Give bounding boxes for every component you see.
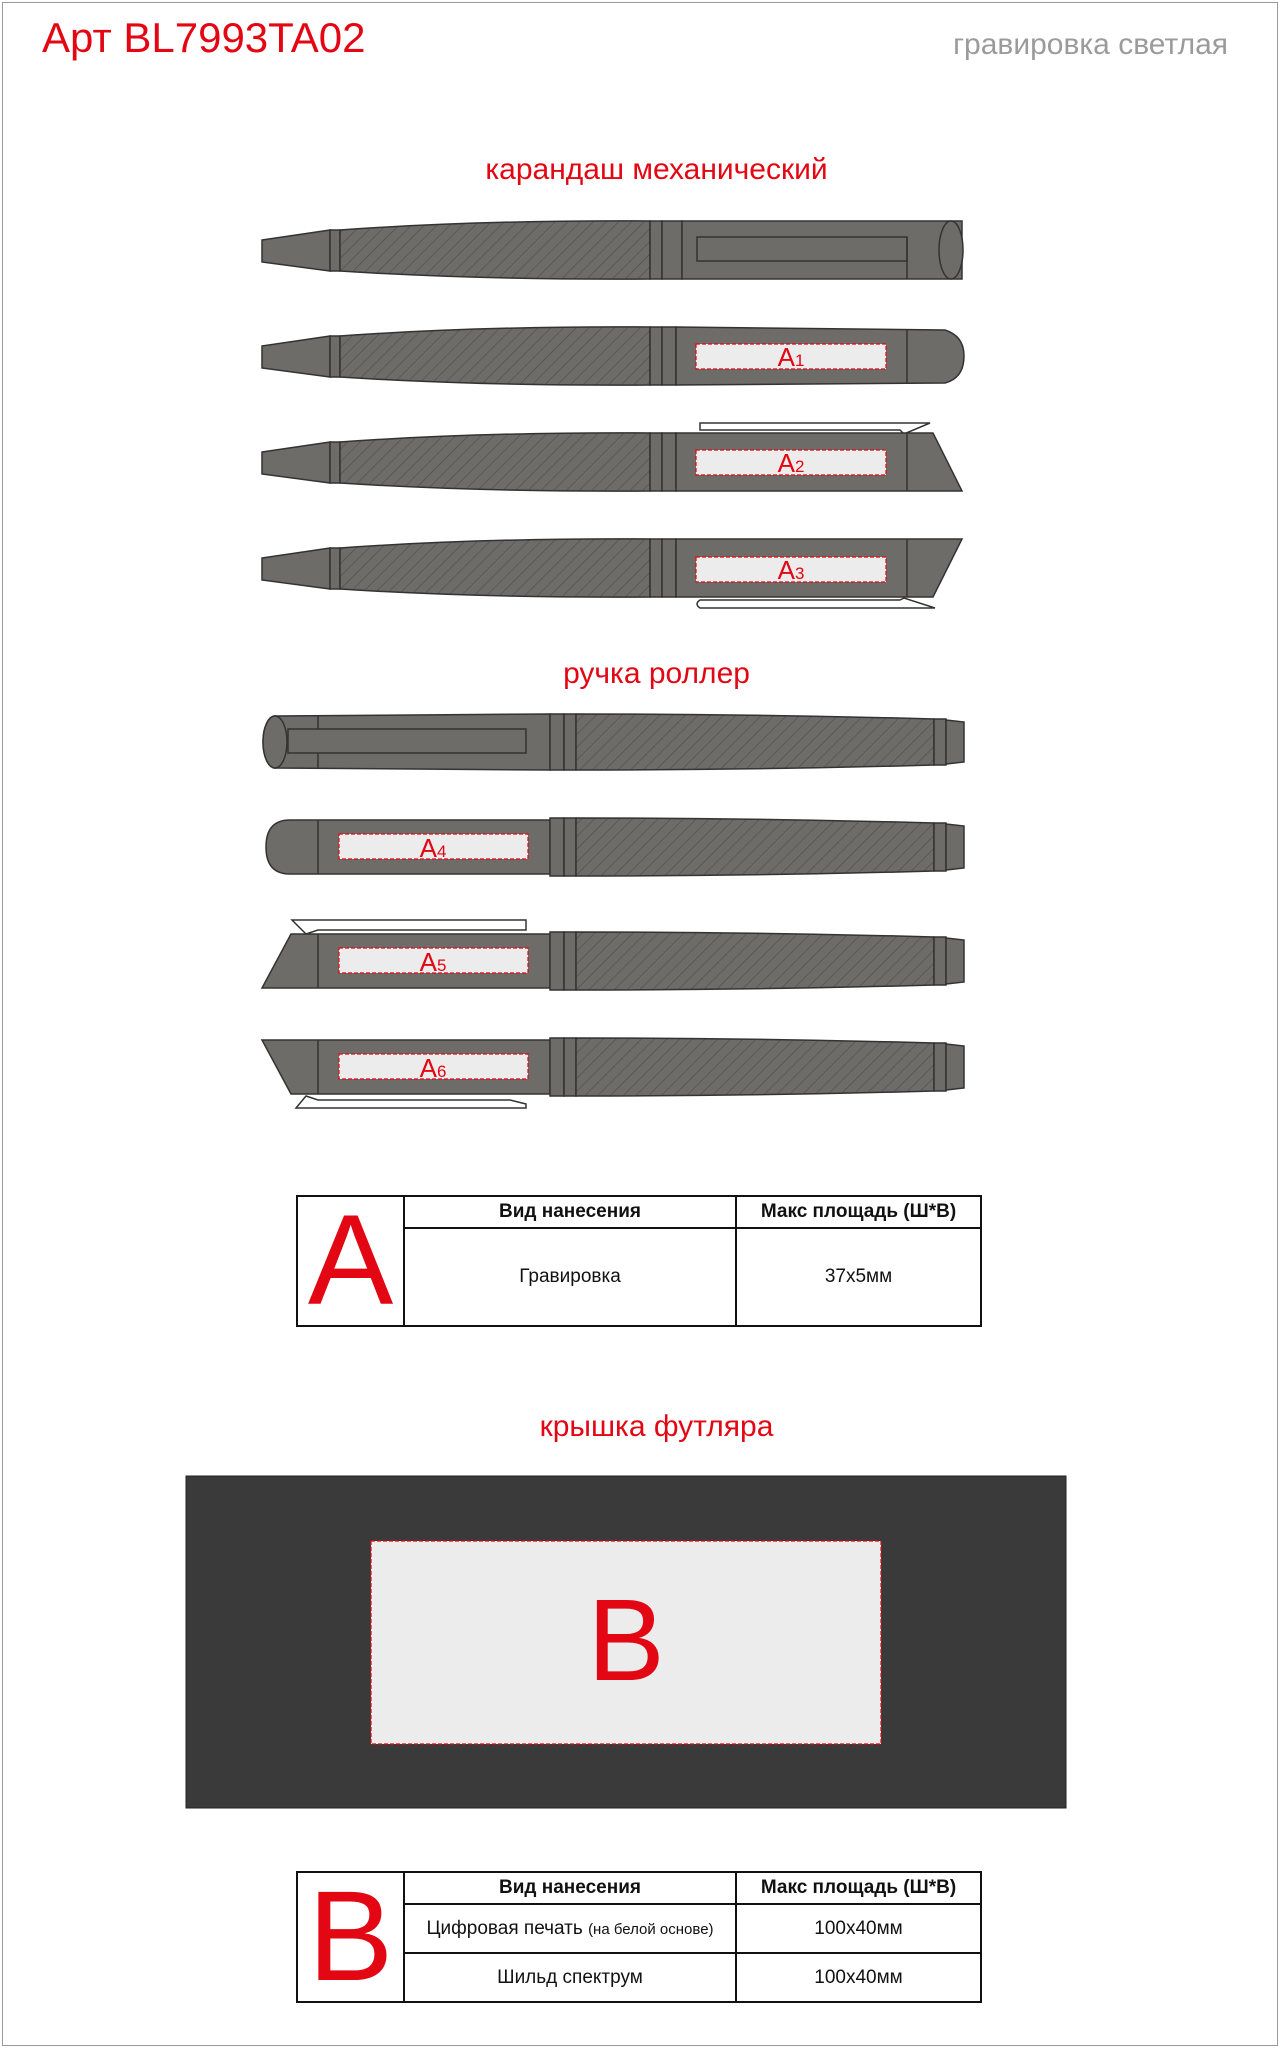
- table-a-method: Гравировка: [404, 1228, 736, 1326]
- table-a-header-area: Макс площадь (Ш*В): [736, 1196, 981, 1228]
- table-b-header-method: Вид нанесения: [404, 1872, 736, 1904]
- table-a-area: 37x5мм: [736, 1228, 981, 1326]
- pencil-section-title: карандаш механический: [485, 153, 828, 186]
- table-b-row-1-method: Цифровая печать (на белой основе): [404, 1904, 736, 1953]
- roller-view-2: [266, 818, 964, 876]
- pencil-view-2: [262, 327, 964, 385]
- pencil-view-4: [262, 539, 962, 608]
- roller-view-4: [262, 1038, 964, 1108]
- table-b-row-2-area: 100x40мм: [736, 1953, 981, 2002]
- zone-label-a5: A5: [419, 947, 447, 977]
- zone-label-a4: A4: [419, 833, 447, 863]
- article-title: Арт BL7993TA02: [42, 14, 366, 61]
- zone-label-a3: A3: [777, 555, 805, 585]
- table-b-header-area: Макс площадь (Ш*В): [736, 1872, 981, 1904]
- table-b-letter: B: [297, 1872, 404, 2002]
- zone-label-a1: A1: [777, 342, 805, 372]
- print-zone-b-label: B: [587, 1575, 665, 1705]
- roller-view-1: [263, 714, 964, 770]
- zone-label-a2: A2: [777, 448, 805, 478]
- zone-label-a6: A6: [419, 1053, 447, 1083]
- pencil-view-3: [262, 423, 962, 491]
- engraving-type-label: гравировка светлая: [953, 28, 1228, 61]
- table-a-letter: A: [297, 1196, 404, 1326]
- table-b-row-1-area: 100x40мм: [736, 1904, 981, 1953]
- pencil-view-1: [262, 221, 963, 279]
- application-table-a: [296, 1189, 982, 1332]
- roller-section-title: ручка роллер: [563, 657, 750, 690]
- table-b-row-2-method: Шильд спектрум: [404, 1953, 736, 2002]
- case-section-title: крышка футляра: [539, 1410, 774, 1443]
- table-a-header-method: Вид нанесения: [404, 1196, 736, 1228]
- roller-view-3: [262, 920, 964, 990]
- application-table-b: [296, 1865, 982, 2008]
- case-lid: [186, 1476, 1066, 1808]
